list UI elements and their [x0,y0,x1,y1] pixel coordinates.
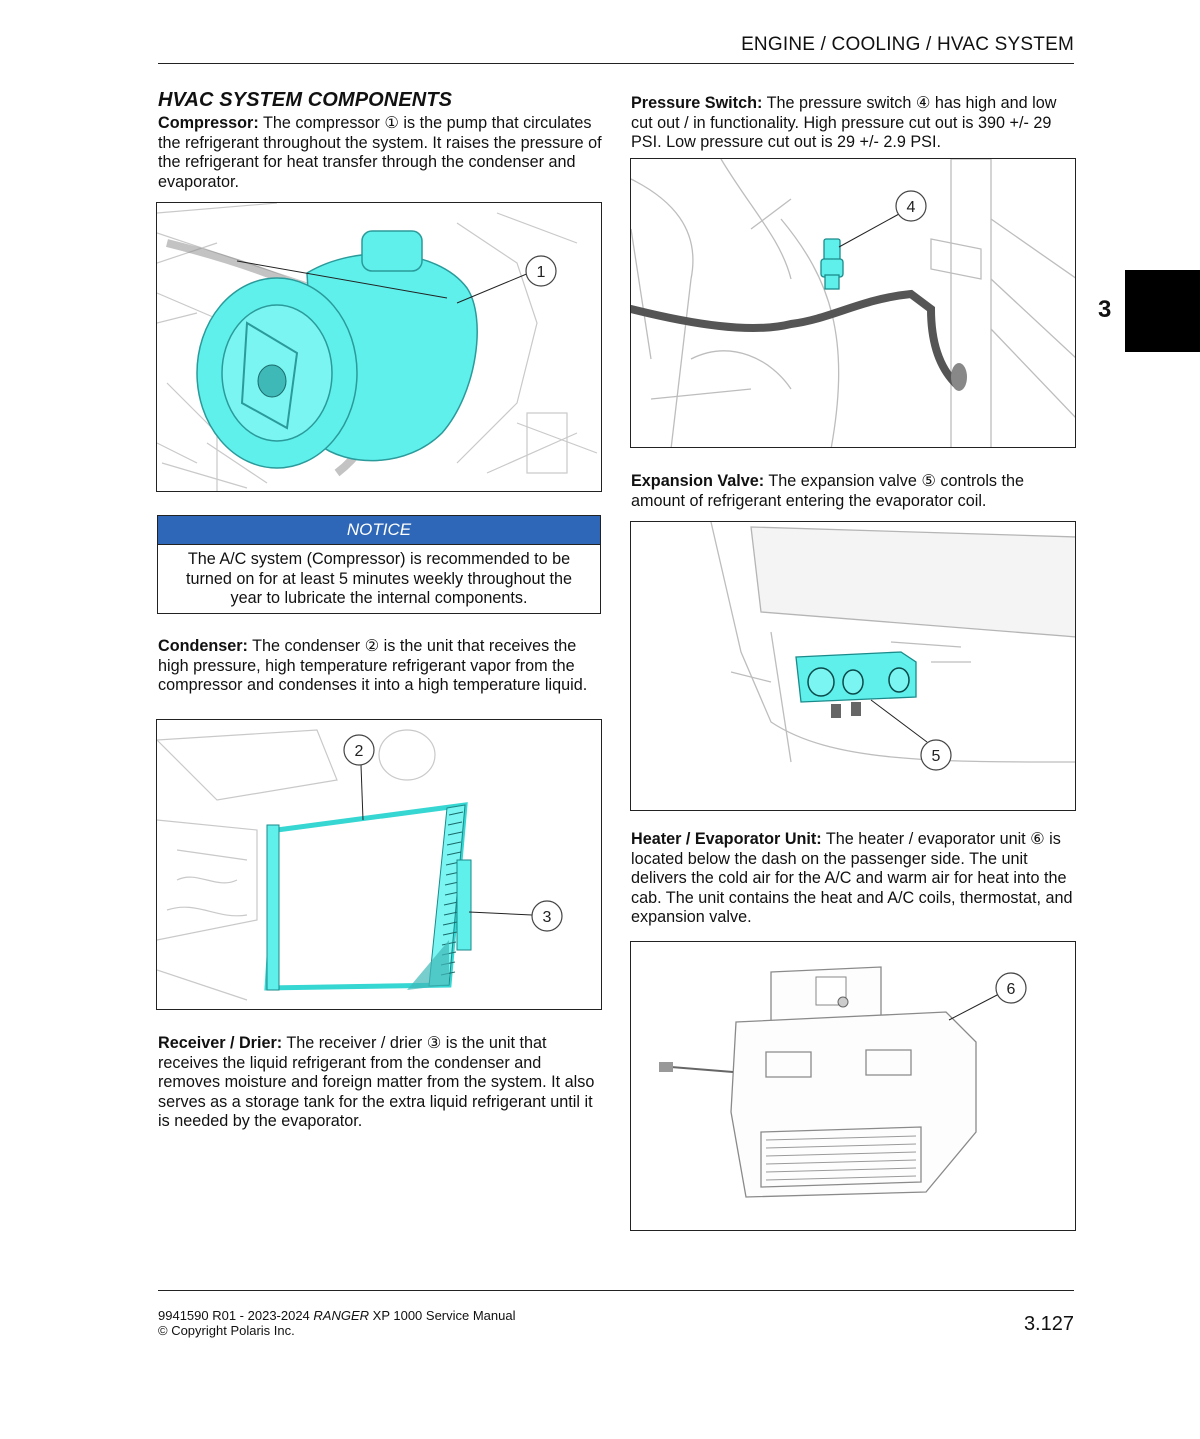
compressor-text: The compressor ① is the pump that circulates the refrigerant throughout the system. It raises the pressure of the refrigerant for heat transfer through the condenser and evaporator. [158,114,602,191]
footer-rule [158,1290,1074,1291]
receiver-label: Receiver / Drier: [158,1034,283,1052]
compressor-paragraph [158,114,602,192]
footer-left [158,1308,516,1338]
pressure-switch-section [631,94,1077,153]
heater-section [631,830,1077,928]
callout-3: 3 [542,909,552,926]
condenser-illustration [157,720,602,1010]
expansion-valve-text: The expansion valve ⑤ controls the amount of refrigerant entering the evaporator coil. [631,472,1025,510]
section-title: HVAC SYSTEM COMPONENTS [158,89,453,111]
condenser-label: Condenser: [158,637,248,655]
compressor-label: Compressor: [158,114,259,132]
compressor-illustration [157,203,602,492]
pressure-switch-paragraph [631,94,1077,153]
pressure-switch-text: The pressure switch ④ has high and low cut out / in functionality. High pressure cut out is 390 +/- 29 PSI. Low pressure cut out is 29 +/- 2.9 PSI. [631,94,1057,151]
callout-4: 4 [906,199,916,216]
footer-doc-id: 9941590 R01 - 2023-2024 [158,1308,314,1323]
header-rule [158,63,1074,64]
expansion-valve-section [631,472,1077,511]
notice-text: The A/C system (Compressor) is recommended to be turned on for at least 5 minutes weekly throughout the year to lubricate the internal components. [185,550,573,607]
page-number: 3.127 [1023,1313,1074,1335]
condenser-section [158,637,602,696]
condenser-paragraph [158,637,602,696]
heater-illustration [631,942,1076,1231]
notice-heading: NOTICE [158,516,600,545]
condenser-core [267,805,471,990]
condenser-text: The condenser ② is the unit that receives the high pressure, high temperature refrigerant vapor from the compressor and condenses it into a high temperature liquid. [158,637,588,694]
expansion-valve-paragraph [631,472,1077,511]
pressure-switch-figure [630,158,1076,448]
receiver-paragraph [158,1034,602,1132]
chapter-tab [1125,270,1200,352]
footer-model: RANGER [313,1308,370,1323]
pressure-switch-label: Pressure Switch: [631,94,763,112]
heater-text: The heater / evaporator unit ⑥ is located below the dash on the passenger side. The unit delivers the cold air for the A/C and warm air for heat into the cab. The unit contains the heat and A/C coils, thermostat, and expansion valve. [631,830,1073,926]
compressor-section [158,89,602,192]
footer-doc-tail: XP 1000 Service Manual [369,1308,516,1323]
heater-label: Heater / Evaporator Unit: [631,830,822,848]
callout-6: 6 [1006,981,1016,998]
receiver-text: The receiver / drier ③ is the unit that receives the liquid refrigerant from the condenser and removes moisture and foreign matter from the system. It also serves as a storage tank for the extra liquid refrigerant until it is needed by the evaporator. [158,1034,595,1130]
receiver-section [158,1034,602,1132]
notice-box [157,515,601,614]
expansion-valve-label: Expansion Valve: [631,472,765,490]
expansion-valve-illustration [631,522,1076,811]
running-header: ENGINE / COOLING / HVAC SYSTEM [741,34,1074,55]
pressure-switch-illustration [631,159,1076,448]
compressor-figure [156,202,602,492]
footer-doc-line [158,1308,516,1323]
callout-2: 2 [354,743,364,760]
footer-copyright: © Copyright Polaris Inc. [158,1323,295,1338]
callout-5: 5 [931,748,941,765]
callout-1: 1 [536,264,546,281]
condenser-figure [156,719,602,1010]
heater-paragraph [631,830,1077,928]
chapter-number: 3 [1098,296,1112,323]
heater-figure [630,941,1076,1231]
expansion-valve-figure [630,521,1076,811]
